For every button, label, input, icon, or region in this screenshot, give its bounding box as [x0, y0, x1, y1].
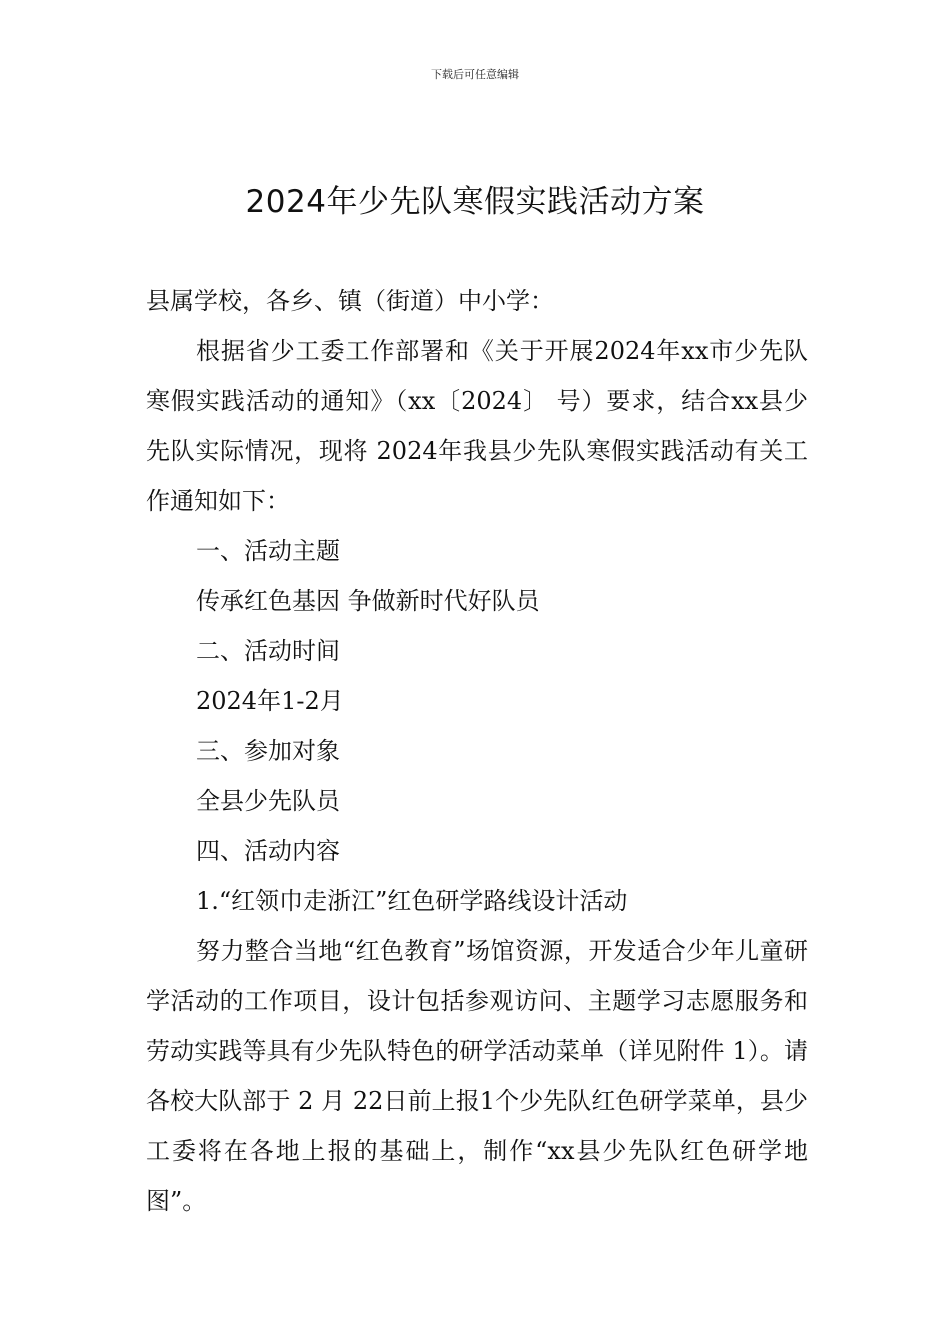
subsection-heading-1: 1.“红领巾走浙江”红色研学路线设计活动 [196, 887, 628, 915]
document-title: 2024年少先队寒假实践活动方案 [245, 184, 705, 220]
salutation: 县属学校，各乡、镇（街道）中小学： [146, 287, 554, 315]
header-note: 下载后可任意编辑 [431, 68, 519, 81]
content-paragraph-1: 努力整合当地“红色教育”场馆资源，开发适合少年儿童研学活动的工作项目，设计包括参观访问、主题学习志愿服务和劳动实践等具有少先队特色的研学活动菜单（详见附件 1）。请各校大队部于 2 月 22日前上报1个少先队红色研学菜单，县少工委将在各地上报的基础上，制作“xx县少先队红色研学地图”。 [146, 937, 808, 1215]
intro-paragraph: 根据省少工委工作部署和《关于开展2024年xx市少先队寒假实践活动的通知》（xx〔2024〕 号）要求，结合xx县少先队实际情况，现将 2024年我县少先队寒假实践活动有关工作通知如下： [146, 337, 808, 515]
section-heading-content: 四、活动内容 [196, 837, 340, 865]
time-text: 2024年1-2月 [196, 687, 344, 715]
section-heading-theme: 一、活动主题 [196, 537, 340, 565]
participants-text: 全县少先队员 [196, 787, 340, 815]
section-heading-participants: 三、参加对象 [196, 737, 340, 765]
document-body [146, 276, 808, 1226]
section-heading-time: 二、活动时间 [196, 637, 340, 665]
theme-text: 传承红色基因 争做新时代好队员 [196, 587, 540, 615]
